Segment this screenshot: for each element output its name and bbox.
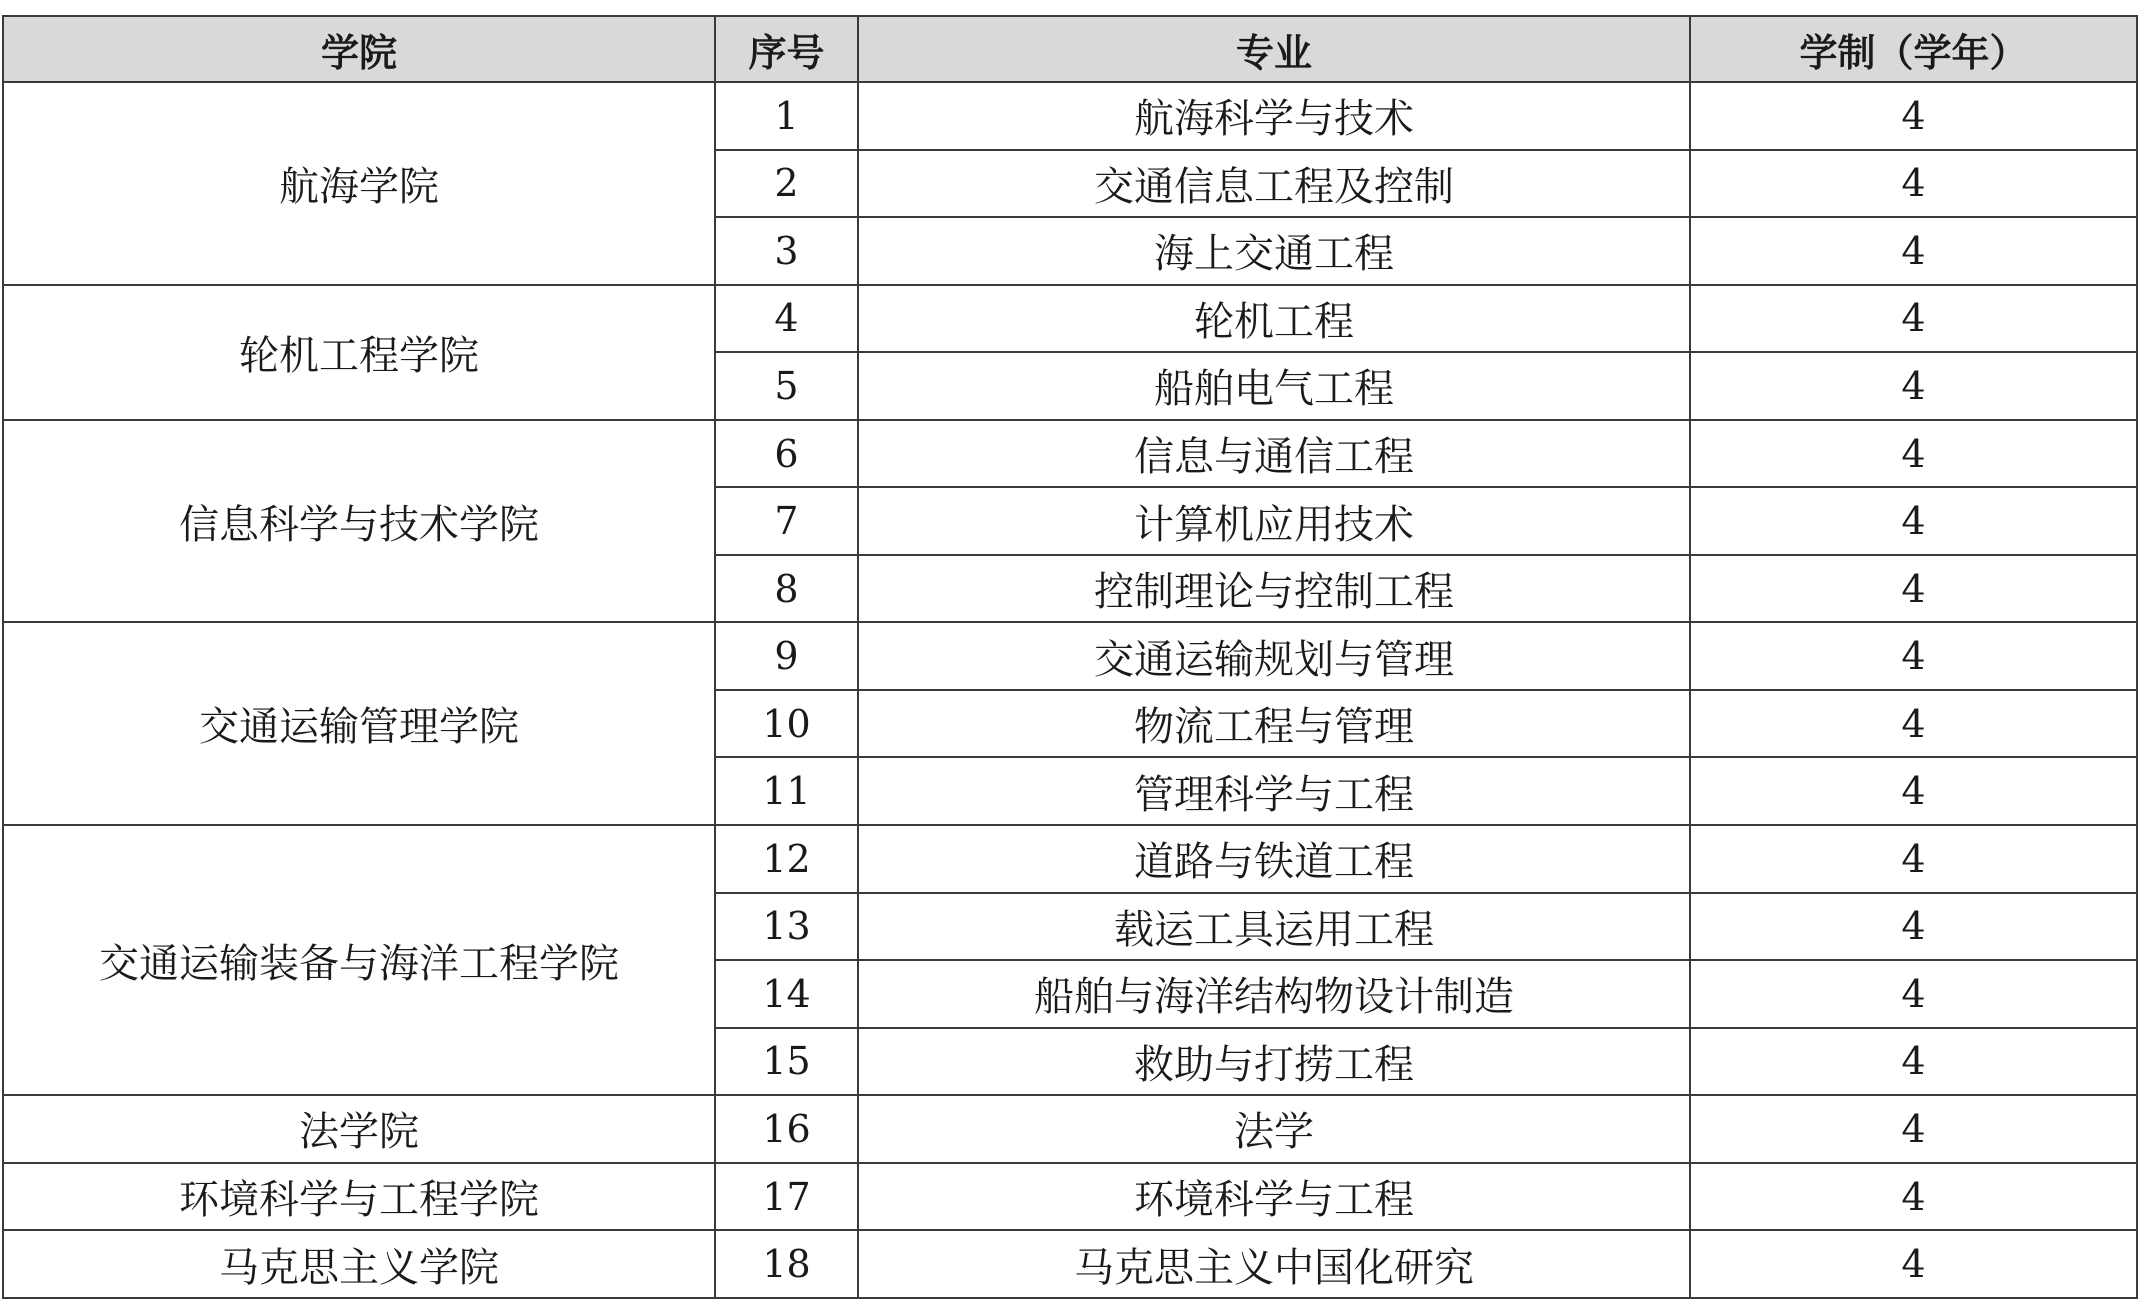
number-cell: 14 <box>715 960 858 1028</box>
college-cell: 交通运输管理学院 <box>3 622 715 825</box>
number-cell: 3 <box>715 217 858 285</box>
duration-cell: 4 <box>1690 82 2137 150</box>
table-row <box>3 1163 2137 1231</box>
duration-cell: 4 <box>1690 825 2137 893</box>
duration-cell: 4 <box>1690 622 2137 690</box>
duration-cell: 4 <box>1690 1163 2137 1231</box>
duration-cell: 4 <box>1690 285 2137 353</box>
major-cell: 航海科学与技术 <box>858 82 1690 150</box>
major-cell: 救助与打捞工程 <box>858 1028 1690 1096</box>
major-cell: 信息与通信工程 <box>858 420 1690 488</box>
table-row <box>3 1095 2137 1163</box>
table-header-row <box>3 16 2137 82</box>
number-cell: 11 <box>715 757 858 825</box>
major-cell: 法学 <box>858 1095 1690 1163</box>
duration-cell: 4 <box>1690 420 2137 488</box>
duration-cell: 4 <box>1690 893 2137 961</box>
major-cell: 道路与铁道工程 <box>858 825 1690 893</box>
number-cell: 15 <box>715 1028 858 1096</box>
table-row <box>3 82 2137 150</box>
table-row <box>3 420 2137 488</box>
major-cell: 计算机应用技术 <box>858 487 1690 555</box>
duration-cell: 4 <box>1690 217 2137 285</box>
major-cell: 船舶电气工程 <box>858 352 1690 420</box>
major-cell: 交通信息工程及控制 <box>858 150 1690 218</box>
major-cell: 环境科学与工程 <box>858 1163 1690 1231</box>
number-cell: 2 <box>715 150 858 218</box>
major-cell: 船舶与海洋结构物设计制造 <box>858 960 1690 1028</box>
number-cell: 9 <box>715 622 858 690</box>
number-cell: 7 <box>715 487 858 555</box>
college-cell: 信息科学与技术学院 <box>3 420 715 623</box>
college-cell: 马克思主义学院 <box>3 1230 715 1298</box>
table-row <box>3 285 2137 353</box>
number-cell: 4 <box>715 285 858 353</box>
major-cell: 海上交通工程 <box>858 217 1690 285</box>
duration-cell: 4 <box>1690 757 2137 825</box>
number-cell: 6 <box>715 420 858 488</box>
major-cell: 交通运输规划与管理 <box>858 622 1690 690</box>
duration-cell: 4 <box>1690 150 2137 218</box>
college-cell: 轮机工程学院 <box>3 285 715 420</box>
table-body <box>3 82 2137 1298</box>
duration-cell: 4 <box>1690 690 2137 758</box>
major-cell: 控制理论与控制工程 <box>858 555 1690 623</box>
duration-cell: 4 <box>1690 1230 2137 1298</box>
major-cell: 管理科学与工程 <box>858 757 1690 825</box>
header-major: 专业 <box>858 16 1690 82</box>
major-cell: 马克思主义中国化研究 <box>858 1230 1690 1298</box>
duration-cell: 4 <box>1690 555 2137 623</box>
number-cell: 17 <box>715 1163 858 1231</box>
number-cell: 5 <box>715 352 858 420</box>
number-cell: 1 <box>715 82 858 150</box>
table-row <box>3 1230 2137 1298</box>
number-cell: 12 <box>715 825 858 893</box>
table-row <box>3 622 2137 690</box>
header-number: 序号 <box>715 16 858 82</box>
program-table <box>2 15 2138 1299</box>
header-duration: 学制（学年） <box>1690 16 2137 82</box>
college-cell: 环境科学与工程学院 <box>3 1163 715 1231</box>
table-row <box>3 825 2137 893</box>
header-college: 学院 <box>3 16 715 82</box>
major-cell: 轮机工程 <box>858 285 1690 353</box>
college-cell: 法学院 <box>3 1095 715 1163</box>
duration-cell: 4 <box>1690 960 2137 1028</box>
duration-cell: 4 <box>1690 487 2137 555</box>
number-cell: 8 <box>715 555 858 623</box>
duration-cell: 4 <box>1690 352 2137 420</box>
program-table-container <box>2 15 2136 1299</box>
college-cell: 航海学院 <box>3 82 715 285</box>
duration-cell: 4 <box>1690 1028 2137 1096</box>
number-cell: 18 <box>715 1230 858 1298</box>
major-cell: 物流工程与管理 <box>858 690 1690 758</box>
duration-cell: 4 <box>1690 1095 2137 1163</box>
number-cell: 10 <box>715 690 858 758</box>
college-cell: 交通运输装备与海洋工程学院 <box>3 825 715 1095</box>
number-cell: 16 <box>715 1095 858 1163</box>
major-cell: 载运工具运用工程 <box>858 893 1690 961</box>
number-cell: 13 <box>715 893 858 961</box>
